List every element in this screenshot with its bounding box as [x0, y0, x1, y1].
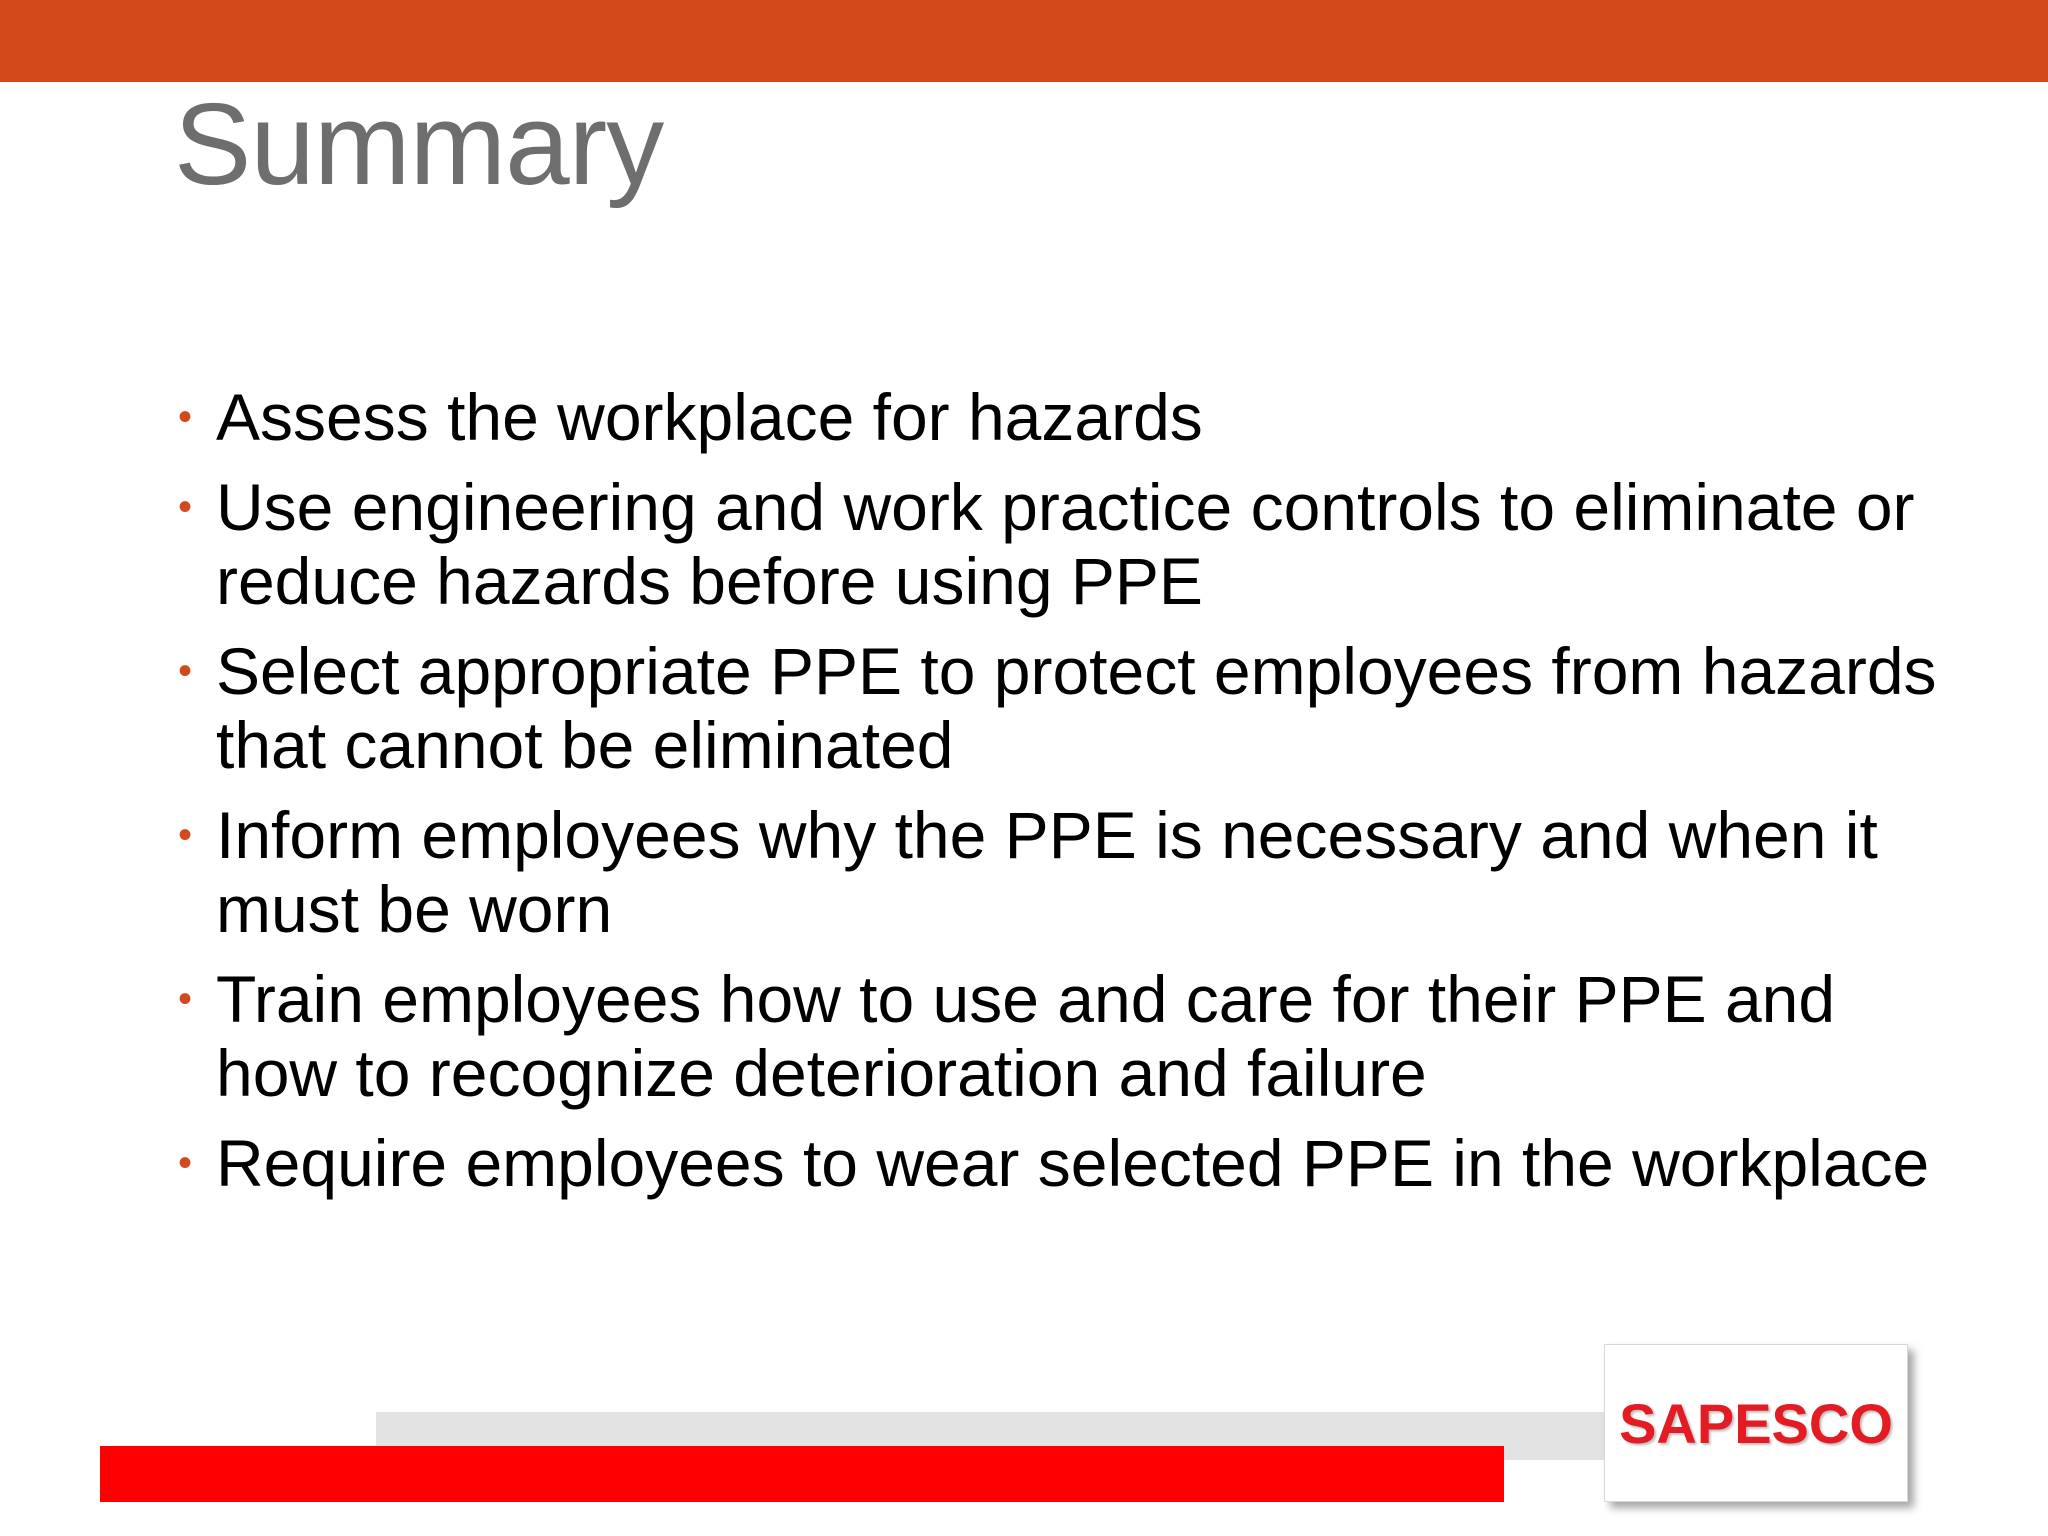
- bullet-dot-icon: •: [178, 977, 193, 1021]
- bullet-item: [174, 798, 1974, 946]
- bullet-text: Assess the workplace for hazards: [216, 380, 1203, 454]
- bullet-item: [174, 380, 1974, 454]
- top-accent-bar: [0, 0, 2048, 82]
- bullet-dot-icon: •: [178, 649, 193, 693]
- bullet-text: Select appropriate PPE to protect employees from hazards that cannot be eliminated: [216, 634, 1937, 782]
- bullet-text: Require employees to wear selected PPE in the workplace: [216, 1126, 1930, 1200]
- bullet-item: [174, 1126, 1974, 1200]
- bullet-item: [174, 634, 1974, 782]
- logo-text: SAPESCO: [1619, 1391, 1893, 1455]
- slide-title: Summary: [174, 79, 664, 209]
- bullet-item: [174, 962, 1974, 1110]
- bullet-dot-icon: •: [178, 1141, 193, 1185]
- footer-red-band: [100, 1446, 1504, 1502]
- sapesco-logo: [1604, 1344, 1908, 1502]
- bullet-text: Train employees how to use and care for their PPE and how to recognize deterioration and failure: [216, 962, 1836, 1110]
- bullet-dot-icon: •: [178, 485, 193, 529]
- bullet-dot-icon: •: [178, 395, 193, 439]
- bullet-item: [174, 470, 1974, 618]
- bullet-text: Use engineering and work practice controls to eliminate or reduce hazards before using PPE: [216, 470, 1915, 618]
- bullet-dot-icon: •: [178, 813, 193, 857]
- bullet-text: Inform employees why the PPE is necessary and when it must be worn: [216, 798, 1878, 946]
- bullet-list: [174, 380, 1974, 1216]
